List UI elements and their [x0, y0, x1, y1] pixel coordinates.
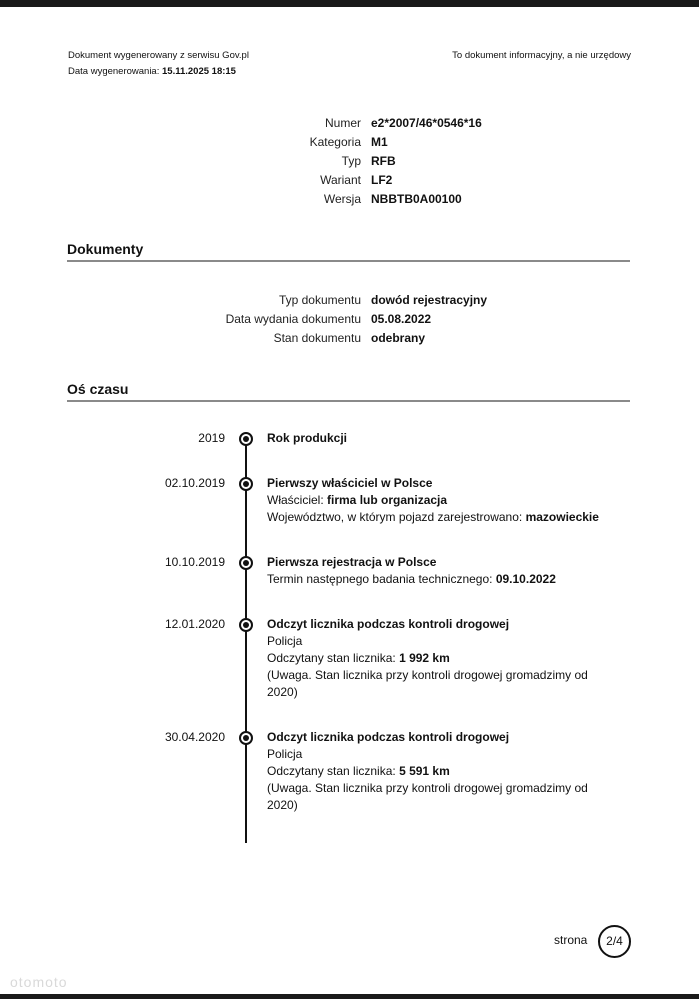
document-row — [0, 329, 699, 348]
event-title: Pierwsza rejestracja w Polsce — [267, 555, 437, 569]
vehicle-label: Typ — [341, 154, 361, 168]
document-value: odebrany — [371, 331, 426, 345]
event-detail — [267, 763, 607, 780]
disclaimer-text: To dokument informacyjny, a nie urzędowy — [452, 50, 631, 61]
document-value: dowód rejestracyjny — [371, 293, 488, 307]
event-detail — [267, 571, 607, 588]
vehicle-value: LF2 — [371, 173, 393, 187]
vehicle-row — [0, 133, 699, 152]
generation-info — [68, 48, 249, 80]
vehicle-row — [0, 114, 699, 133]
event-title: Pierwszy właściciel w Polsce — [267, 476, 433, 490]
event-date: 30.04.2020 — [164, 730, 225, 744]
event-note: (Uwaga. Stan licznika przy kontroli drogowej gromadzimy od 2020) — [267, 781, 588, 812]
generated-from-text: Dokument wygenerowany z serwisu Gov.pl — [68, 50, 249, 61]
documents-heading: Dokumenty — [67, 241, 144, 257]
detail-label: Odczytany stan licznika: — [267, 764, 400, 778]
vehicle-details — [0, 114, 699, 209]
event-source: Policja — [267, 747, 303, 761]
vehicle-value: NBBTB0A00100 — [371, 192, 462, 206]
event-body — [267, 430, 607, 447]
vehicle-value: RFB — [371, 154, 396, 168]
document-label: Stan dokumentu — [273, 331, 361, 345]
timeline-divider — [67, 400, 630, 402]
vehicle-label: Wariant — [320, 173, 361, 187]
bottom-border — [0, 994, 699, 999]
vehicle-row — [0, 171, 699, 190]
generated-date-label: Data wygenerowania: — [68, 66, 160, 77]
event-body — [267, 475, 607, 526]
timeline-axis — [245, 438, 247, 843]
detail-label: Właściciel: — [267, 493, 328, 507]
timeline-dot-icon — [239, 556, 253, 570]
document-row — [0, 310, 699, 329]
documents-divider — [67, 260, 630, 262]
event-title: Odczyt licznika podczas kontroli drogowej — [267, 730, 510, 744]
vehicle-row — [0, 190, 699, 209]
event-body — [267, 729, 607, 814]
vehicle-label: Kategoria — [309, 135, 361, 149]
detail-value: mazowieckie — [525, 510, 599, 524]
document-label: Typ dokumentu — [278, 293, 361, 307]
event-date: 02.10.2019 — [164, 476, 225, 490]
event-detail — [267, 492, 607, 509]
vehicle-row — [0, 152, 699, 171]
event-date: 12.01.2020 — [164, 617, 225, 631]
document-row — [0, 291, 699, 310]
detail-value: firma lub organizacja — [327, 493, 448, 507]
timeline-dot-icon — [239, 731, 253, 745]
page-number: 2/4 — [598, 925, 631, 958]
detail-label: Odczytany stan licznika: — [267, 651, 400, 665]
detail-value: 09.10.2022 — [495, 572, 556, 586]
vehicle-value: e2*2007/46*0546*16 — [371, 116, 482, 130]
vehicle-label: Wersja — [323, 192, 361, 206]
timeline-dot-icon — [239, 432, 253, 446]
event-body — [267, 616, 607, 701]
top-border — [0, 0, 699, 7]
event-detail — [267, 650, 607, 667]
event-date: 10.10.2019 — [164, 555, 225, 569]
document-value: 05.08.2022 — [371, 312, 432, 326]
detail-label: Termin następnego badania technicznego: — [267, 572, 496, 586]
generated-date-line — [68, 64, 249, 80]
timeline-heading: Oś czasu — [67, 381, 129, 397]
event-detail — [267, 509, 607, 526]
event-title: Rok produkcji — [267, 431, 348, 445]
detail-value: 5 591 km — [399, 764, 450, 778]
generated-date-value: 15.11.2025 18:15 — [162, 66, 236, 77]
document-label: Data wydania dokumentu — [225, 312, 361, 326]
watermark-logo: otomoto — [10, 974, 68, 990]
timeline-dot-icon — [239, 477, 253, 491]
event-note: (Uwaga. Stan licznika przy kontroli drogowej gromadzimy od 2020) — [267, 668, 588, 699]
vehicle-value: M1 — [371, 135, 388, 149]
event-title: Odczyt licznika podczas kontroli drogowej — [267, 617, 510, 631]
page-label: strona — [554, 933, 588, 947]
event-body — [267, 554, 607, 588]
documents-details — [0, 291, 699, 348]
event-source: Policja — [267, 634, 303, 648]
timeline-dot-icon — [239, 618, 253, 632]
vehicle-label: Numer — [324, 116, 361, 130]
detail-value: 1 992 km — [399, 651, 450, 665]
event-date: 2019 — [198, 431, 225, 445]
detail-label: Województwo, w którym pojazd zarejestrowano: — [267, 510, 526, 524]
